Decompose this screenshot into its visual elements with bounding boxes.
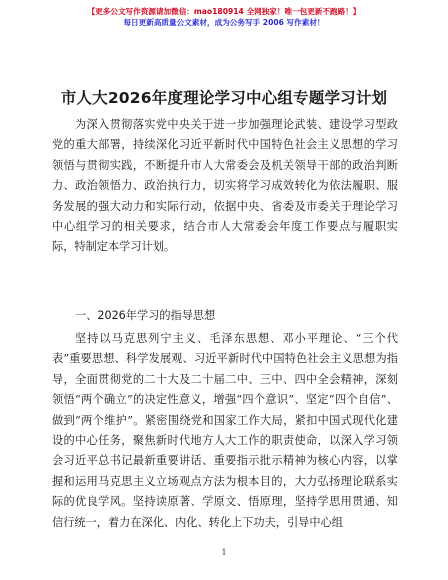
page-number: 1: [221, 548, 227, 557]
section-heading-guiding-ideology: 一、2026年学习的指导思想: [74, 309, 216, 322]
promo-banner-line-1: 【更多公文写作资源请加微信：mao180914 全网独家！唯一包更新不跑路！】: [87, 7, 361, 16]
promo-banner: [0, 6, 448, 28]
intro-paragraph: [52, 115, 398, 258]
promo-banner-line-2: 每日更新高质量公文素材，成为公务写手 2006 写作素材！: [123, 18, 325, 27]
section-1-paragraph: [52, 329, 398, 533]
intro-text: 为深入贯彻落实党中央关于进一步加强理论武装、建设学习型政党的重大部署，持续深化习近平新时代中国特色社会主义思想的学习领悟与贯彻实践，不断提升市人大常委会及机关领导干部的政治判断力、政治领悟力、政治执行力，切实将学习成效转化为依法履职、服务发展的强大动力和实际行动，依据中央、省委及市委关于理论学习中心组学习的相关要求，结合市人大常委会年度工作要点与履职实际，特制定本学习计划。: [52, 118, 398, 254]
document-title: 市人大2026年度理论学习中心组专题学习计划: [60, 89, 388, 107]
section-1-text: 坚持以马克思列宁主义、毛泽东思想、邓小平理论、“三个代表”重要思想、科学发展观、习近平新时代中国特色社会主义思想为指导，全面贯彻党的二十大及二十届二中、三中、四中全会精神，深刻领悟“两个确立”的决定性意义，增强“四个意识”、坚定“四个自信”、做到“两个维护”。紧密围绕党和国家工作大局，紧扣中国式现代化建设的中心任务，聚焦新时代地方人大工作的职责使命，以深入学习领会习近平总书记最新重要讲话、重要指示批示精神为核心内容，以掌握和运用马克思主义立场观点方法为根本目的，大力弘扬理论联系实际的优良学风。坚持读原著、学原文、悟原理，坚持学思用贯通、知信行统一，着力在深化、内化、转化上下功夫，引导中心组: [52, 332, 398, 529]
